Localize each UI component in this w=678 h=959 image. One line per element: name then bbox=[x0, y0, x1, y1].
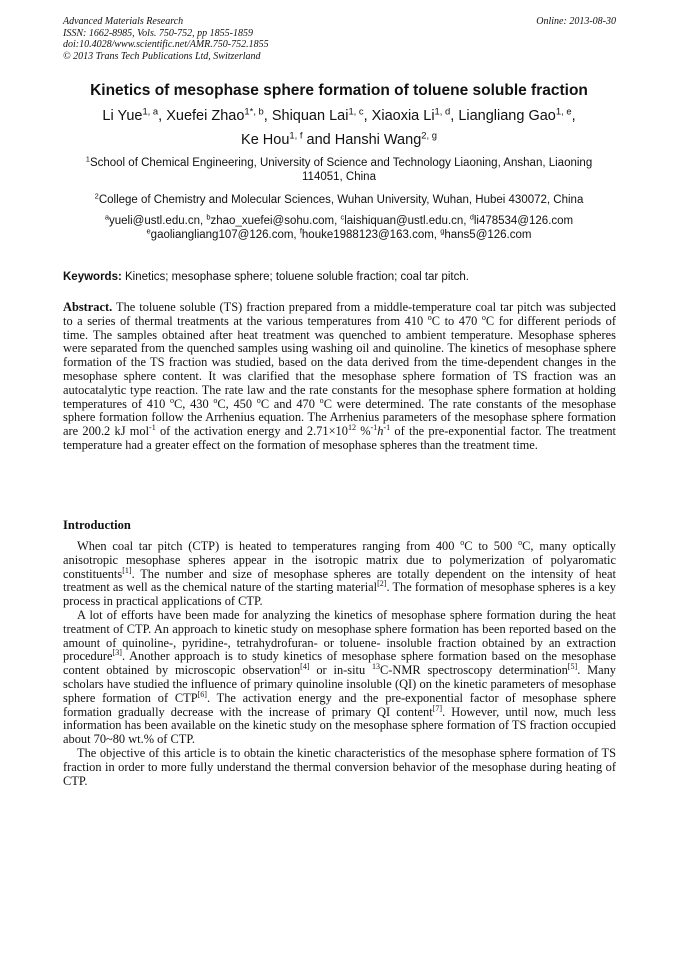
affiliation-1 bbox=[50, 156, 628, 184]
unit-sup: -1 bbox=[383, 423, 391, 433]
author-list: Li Yue$^{1, a}$, Xuefei Zhao$^{1*, b}$, Shiquan Lai$^{1, c}$, Xiaoxia Li$^{1, d}$, Liangliang Gao$^{1, e}$, Ke Hou$^{1, f}$ and Hanshi Wang$^{2, g}$ bbox=[102, 105, 576, 148]
online-date: Online: 2013-08-30 bbox=[536, 16, 616, 27]
email-sup: g bbox=[440, 226, 445, 236]
paragraph-text: . However, until now, much less information has been available on the kinetic study on the mesophase sphere formation of TS fraction occupied about 70~80 wt.% of CTP. bbox=[63, 704, 616, 747]
degree-sup: o bbox=[213, 395, 218, 405]
author-affil-sup: 1, f bbox=[289, 129, 303, 141]
paragraph-text: C-NMR spectroscopy determination bbox=[380, 663, 568, 678]
author-affil-sup: 1, a bbox=[142, 105, 159, 117]
author-name: Shiquan Lai bbox=[271, 108, 349, 124]
paragraph-text: . Another approach is to study kinetics of mesophase sphere formation based on the mesophase content obtained by microscopic observation bbox=[63, 649, 616, 678]
paragraph bbox=[63, 540, 616, 609]
introduction-body bbox=[63, 540, 616, 788]
email-link[interactable]: zhao_xuefei@sohu.com, bbox=[210, 215, 338, 227]
running-header bbox=[63, 16, 616, 62]
degree-sup: o bbox=[481, 312, 486, 322]
email-sup: c bbox=[340, 212, 345, 222]
abstract-text: C and 470 bbox=[260, 396, 320, 411]
abstract-label: Abstract. bbox=[63, 300, 113, 314]
degree-sup: o bbox=[319, 395, 324, 405]
paragraph-text: A lot of efforts have been made for analyzing the kinetics of mesophase sphere formation during the heat treatment of CTP. An approach to kinetic study on mesophase sphere formation has been reported based on the amount of quinoline-, pyridine-, tetrahydrofuran- or toluene- insoluble fraction obtained by an extraction procedure bbox=[63, 607, 616, 664]
author-affil-sup: 1*, b bbox=[244, 105, 264, 117]
email-sup: e bbox=[146, 226, 151, 236]
citation[interactable]: [4] bbox=[300, 662, 310, 672]
affiliation-sup: 2 bbox=[94, 191, 99, 201]
email-link[interactable]: houke1988123@163.com, bbox=[301, 229, 437, 241]
email-list bbox=[50, 214, 628, 242]
author-affil-sup: 1, c bbox=[348, 105, 364, 117]
abstract-text: of the activation energy and 2.71×10 bbox=[155, 424, 348, 439]
copyright-line: © 2013 Trans Tech Publications Ltd, Switzerland bbox=[63, 50, 261, 62]
degree-sup: o bbox=[518, 538, 523, 548]
author-name: Li Yue bbox=[102, 108, 143, 124]
paper-title: Kinetics of mesophase sphere formation of toluene soluble fraction bbox=[90, 82, 588, 99]
abstract bbox=[63, 301, 616, 453]
keywords-label: Keywords: bbox=[63, 271, 122, 283]
author-affil-sup: 1, d bbox=[434, 105, 451, 117]
citation[interactable]: [6] bbox=[197, 689, 207, 699]
abstract-text: of the pre-exponential factor. The treatment temperature had a greater effect on the formation of mesophase spheres than the treatment time. bbox=[63, 424, 616, 452]
affiliation-text: College of Chemistry and Molecular Sciences, Wuhan University, Wuhan, Hubei 430072, China bbox=[98, 194, 584, 206]
author-name: Xuefei Zhao bbox=[166, 108, 245, 124]
abstract-text: C to 470 bbox=[431, 313, 482, 328]
abstract-text: % bbox=[356, 424, 371, 439]
paragraph-text: or in-situ bbox=[309, 663, 372, 678]
abstract-text: C, 450 bbox=[217, 396, 257, 411]
author-conjunction: and bbox=[306, 132, 331, 148]
paragraph: The objective of this article is to obtain the kinetic characteristics of the mesophase sphere formation of TS fraction in order to more fully understand the thermal conversion behavior of the mesophase during heating of CTP. bbox=[63, 745, 616, 788]
paragraph-text: . The formation of mesophase spheres is a key process in practical applications of CTP. bbox=[63, 580, 616, 609]
paragraph-text: C to 500 bbox=[464, 539, 519, 553]
affiliation-2 bbox=[50, 193, 628, 207]
paragraph-text: C, many optically anisotropic mesophase spheres appear in the isotropic matrix due to polymerization of polyaromatic constituents bbox=[63, 539, 616, 581]
paragraph-text: . The number and size of mesophase spheres are totally dependent on the intensity of heat treatment as well as the chemical nature of the starting material bbox=[63, 566, 616, 595]
section-heading: Introduction bbox=[63, 518, 131, 532]
email-link[interactable]: yueli@ustl.edu.cn, bbox=[109, 215, 204, 227]
journal-name: Advanced Materials Research bbox=[63, 16, 184, 27]
author-affil-sup: 1, e bbox=[555, 105, 572, 117]
author-name: Ke Hou bbox=[241, 132, 290, 148]
email-sup: f bbox=[299, 226, 302, 236]
citation[interactable]: [5] bbox=[567, 662, 578, 672]
paragraph-text: . Many scholars have studied the influence of primary quinoline insoluble (QI) on the kinetic parameters of mesophase sphere formation of CTP bbox=[63, 663, 617, 705]
isotope-sup: 13 bbox=[371, 662, 381, 672]
citation[interactable]: [3] bbox=[112, 648, 122, 658]
affiliation-sup: 1 bbox=[85, 154, 90, 164]
email-link[interactable]: gaoliangliang107@126.com, bbox=[150, 229, 297, 241]
exponent-sup: 12 bbox=[347, 423, 356, 433]
paragraph-text: . The activation energy and the pre-exponential factor of mesophase sphere formation gradually decrease with the increase of primary QI content bbox=[63, 690, 616, 719]
degree-sup: o bbox=[427, 312, 432, 322]
degree-sup: o bbox=[170, 395, 175, 405]
abstract-text: The toluene soluble (TS) fraction prepared from a middle-temperature coal tar pitch was subjected to a series of thermal treatments at the various temperatures from 410 bbox=[63, 300, 616, 328]
degree-sup: o bbox=[256, 395, 261, 405]
author-name: Hanshi Wang bbox=[334, 132, 422, 148]
unit-sup: -1 bbox=[149, 423, 156, 433]
doi-line: doi:10.4028/www.scientific.net/AMR.750-752.1855 bbox=[63, 39, 269, 50]
citation[interactable]: [2] bbox=[377, 579, 387, 589]
citation[interactable]: [1] bbox=[122, 565, 132, 575]
keywords-text: Kinetics; mesophase sphere; toluene soluble fraction; coal tar pitch. bbox=[125, 271, 469, 283]
email-link[interactable]: li478534@126.com bbox=[473, 215, 574, 227]
author-name: Xiaoxia Li bbox=[371, 108, 435, 124]
affiliation-text: School of Chemical Engineering, University of Science and Technology Liaoning, Anshan, Liaoning bbox=[89, 157, 593, 169]
email-link[interactable]: laishiquan@ustl.edu.cn, bbox=[344, 215, 467, 227]
affiliation-text: 114051, China bbox=[302, 171, 376, 183]
abstract-text: C for different periods of time. The samples obtained after heat treatment was quenched to ambient temperature. Mesophase spheres were separated from the quenched samples using washing oil and quinoline. The kinetics of mesophase sphere formation of the TS fraction was studied, based on the data derived from the time-dependent changes in the mesophase sphere content. It was clarified that the mesophase sphere formation of TS fraction was an autocatalytic type reaction. The rate law and the rate constants for the mesophase sphere formation at holding temperatures of 410 bbox=[63, 313, 616, 411]
abstract-text: C were determined. The rate constants of the mesophase sphere formation follow the Arrhenius equation. The Arrhenius parameters of the mesophase sphere formation are 200.2 kJ mol bbox=[63, 396, 616, 439]
abstract-text: C, 430 bbox=[174, 396, 214, 411]
email-link[interactable]: hans5@126.com bbox=[444, 229, 532, 241]
paragraph-text: When coal tar pitch (CTP) is heated to temperatures ranging from 400 bbox=[77, 539, 461, 553]
keywords bbox=[63, 271, 616, 283]
email-sup: d bbox=[469, 212, 474, 222]
email-sup: b bbox=[206, 212, 211, 222]
email-sup: a bbox=[104, 212, 110, 222]
issn-line: ISSN: 1662-8985, Vols. 750-752, pp 1855-1859 bbox=[63, 27, 253, 39]
author-name: Liangliang Gao bbox=[458, 108, 556, 124]
unit-sup: -1 bbox=[370, 423, 378, 433]
citation[interactable]: [7] bbox=[432, 703, 443, 713]
paragraph bbox=[63, 609, 616, 747]
author-affil-sup: 2, g bbox=[421, 129, 437, 141]
degree-sup: o bbox=[460, 538, 465, 548]
abstract-text: h bbox=[377, 424, 384, 439]
